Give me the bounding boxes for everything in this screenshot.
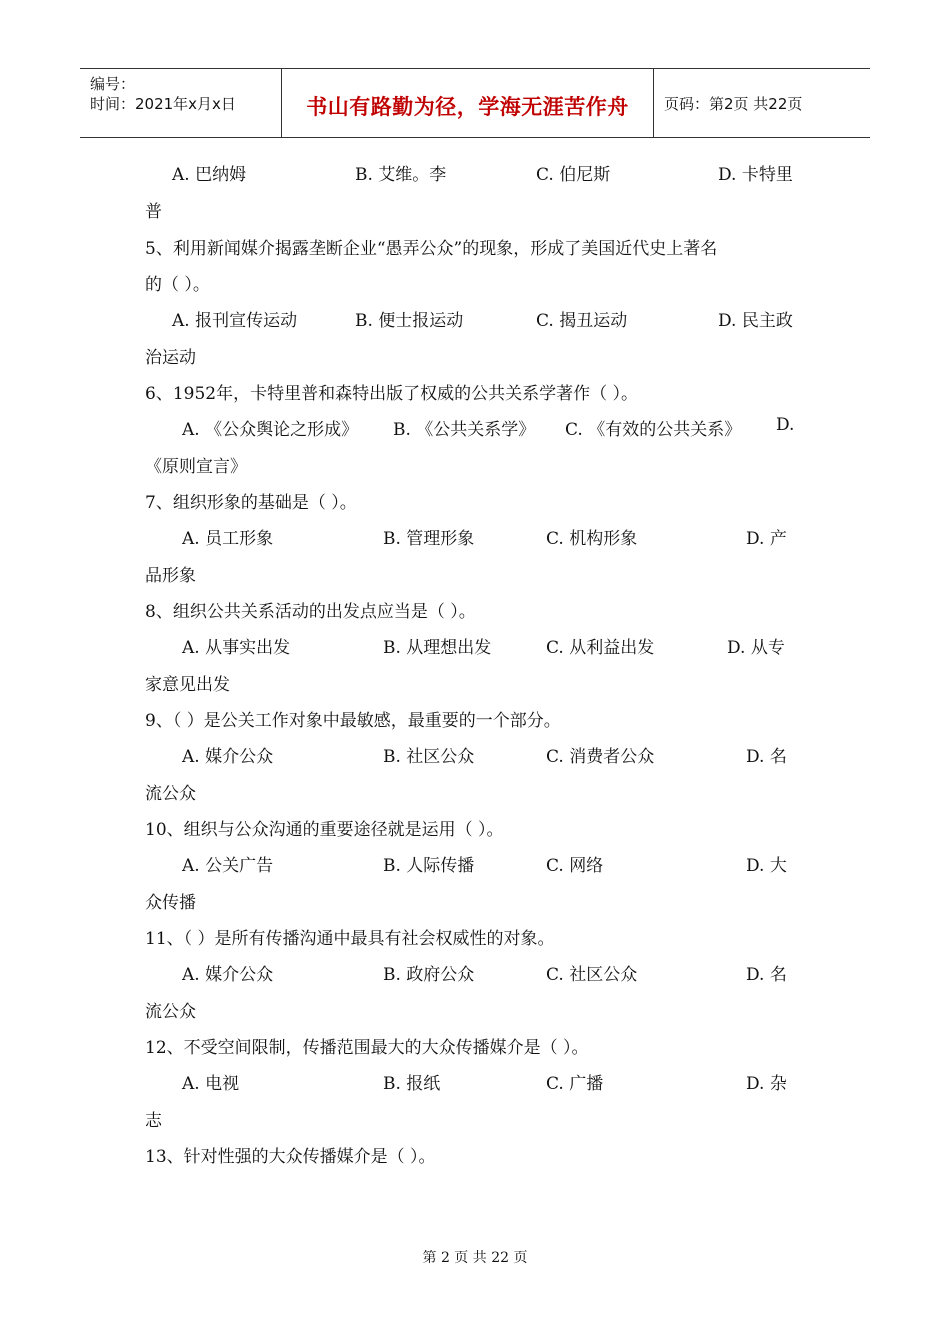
footer-page-number: 第 2 页 共 22 页	[422, 1250, 528, 1266]
header-meta-cell	[80, 69, 282, 137]
question-7: 7、组织形象的基础是（ ）。	[145, 493, 357, 513]
q8-option-d-continued: 家意见出发	[145, 675, 230, 695]
q5-option-d-continued: 治运动	[145, 348, 196, 368]
q7-option-d: D. 产	[746, 529, 787, 549]
page-footer	[0, 1247, 950, 1267]
q11-option-c: C. 社区公众	[546, 965, 638, 985]
q6-option-a: A. 《公众舆论之形成》	[182, 420, 359, 440]
q11-option-a: A. 媒介公众	[182, 965, 274, 985]
q11-option-d-continued: 流公众	[145, 1002, 196, 1022]
header-motto: 书山有路勤为径，学海无涯苦作舟	[306, 95, 629, 119]
question-9: 9、（ ）是公关工作对象中最敏感，最重要的一个部分。	[145, 711, 561, 731]
q10-option-d-continued: 众传播	[145, 893, 196, 913]
time-label: 时间：2021年x月x日	[90, 95, 236, 113]
q5-option-d: D. 民主政	[718, 311, 793, 331]
q10-option-c: C. 网络	[546, 856, 604, 876]
q12-option-d: D. 杂	[746, 1074, 787, 1094]
q12-option-d-continued: 志	[145, 1111, 162, 1131]
question-5-line1: 5、利用新闻媒介揭露垄断企业“愚弄公众”的现象，形成了美国近代史上著名	[145, 239, 718, 259]
q4-option-b: B. 艾维。李	[355, 165, 447, 185]
q6-option-d: D.	[776, 415, 795, 435]
q4-option-c: C. 伯尼斯	[536, 165, 611, 185]
q5-option-c: C. 揭丑运动	[536, 311, 628, 331]
question-6: 6、1952年，卡特里普和森特出版了权威的公共关系学著作（ ）。	[145, 384, 638, 404]
q4-option-a: A. 巴纳姆	[172, 165, 247, 185]
q9-option-d: D. 名	[746, 747, 787, 767]
question-5-line2: 的（ ）。	[145, 275, 210, 295]
q5-option-b: B. 便士报运动	[355, 311, 464, 331]
q12-option-a: A. 电视	[182, 1074, 240, 1094]
q7-option-b: B. 管理形象	[383, 529, 475, 549]
q11-option-d: D. 名	[746, 965, 787, 985]
q6-option-b: B. 《公共关系学》	[393, 420, 536, 440]
q11-option-b: B. 政府公众	[383, 965, 475, 985]
q7-option-a: A. 员工形象	[182, 529, 274, 549]
q6-option-d-continued: 《原则宣言》	[145, 457, 247, 477]
q8-option-a: A. 从事实出发	[182, 638, 291, 658]
q10-option-a: A. 公关广告	[182, 856, 274, 876]
question-11: 11、（ ）是所有传播沟通中最具有社会权威性的对象。	[145, 929, 555, 949]
q4-option-d-continued: 普	[145, 202, 162, 222]
page-header	[80, 68, 870, 138]
q6-option-c: C. 《有效的公共关系》	[565, 420, 742, 440]
question-12: 12、不受空间限制，传播范围最大的大众传播媒介是（ ）。	[145, 1038, 589, 1058]
header-page-label: 页码：第2页 共22页	[664, 95, 803, 113]
q12-option-c: C. 广播	[546, 1074, 604, 1094]
q8-option-b: B. 从理想出发	[383, 638, 492, 658]
q4-option-d: D. 卡特里	[718, 165, 793, 185]
q7-option-d-continued: 品形象	[145, 566, 196, 586]
question-10: 10、组织与公众沟通的重要途径就是运用（ ）。	[145, 820, 504, 840]
q5-option-a: A. 报刊宣传运动	[172, 311, 298, 331]
q8-option-c: C. 从利益出发	[546, 638, 655, 658]
q10-option-b: B. 人际传播	[383, 856, 475, 876]
number-label: 编号：	[90, 75, 136, 93]
header-motto-cell	[282, 69, 654, 137]
header-page-cell	[654, 69, 870, 137]
q12-option-b: B. 报纸	[383, 1074, 441, 1094]
q9-option-b: B. 社区公众	[383, 747, 475, 767]
question-13: 13、针对性强的大众传播媒介是（ ）。	[145, 1147, 436, 1167]
q10-option-d: D. 大	[746, 856, 787, 876]
q9-option-c: C. 消费者公众	[546, 747, 655, 767]
q9-option-a: A. 媒介公众	[182, 747, 274, 767]
q9-option-d-continued: 流公众	[145, 784, 196, 804]
q8-option-d: D. 从专	[727, 638, 785, 658]
q7-option-c: C. 机构形象	[546, 529, 638, 549]
question-8: 8、组织公共关系活动的出发点应当是（ ）。	[145, 602, 476, 622]
